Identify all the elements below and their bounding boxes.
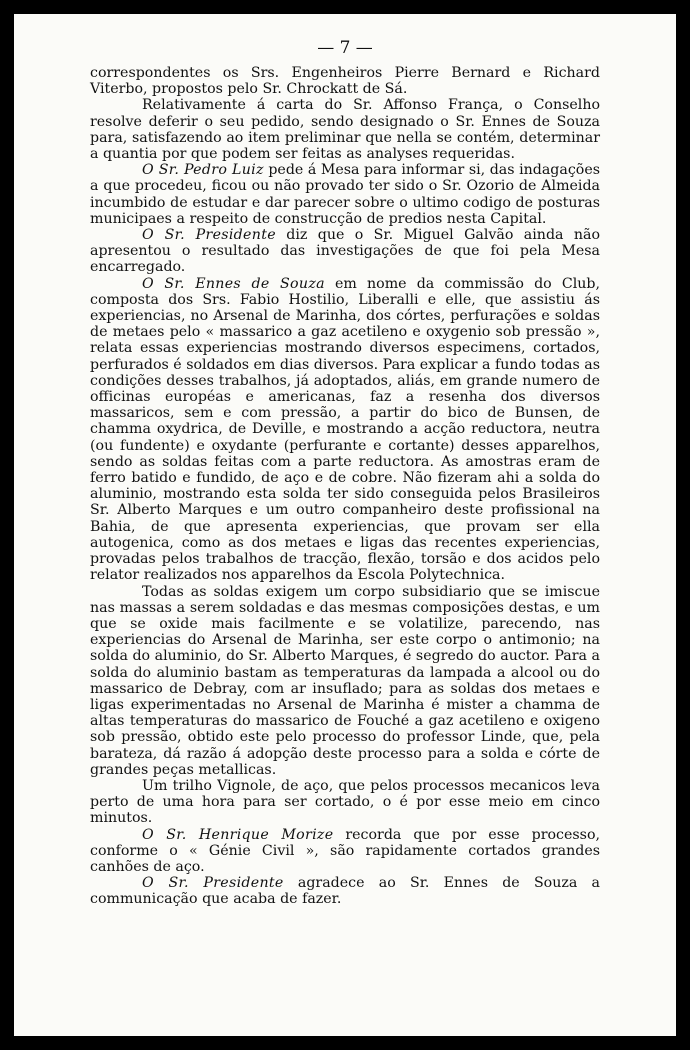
speaker-name: O Sr. Presidente: [142, 227, 276, 244]
speaker-name: O Sr. Ennes de Souza: [142, 275, 325, 292]
paragraph: [90, 97, 600, 162]
paragraph-text: agradece ao Sr. Ennes de Souza a communicação que acaba de fazer.: [90, 875, 600, 908]
page-number: — 7 —: [317, 38, 373, 58]
speaker-name: O Sr. Pedro Luiz: [142, 162, 264, 179]
paragraph-text: recorda que por esse processo, conforme o « Génie Civil », são rapidamente cortados grandes canhões de aço.: [90, 826, 600, 875]
document-page: [14, 14, 676, 1036]
paragraph: [90, 276, 600, 584]
paragraph-text: Um trilho Vignole, de aço, que pelos processos mecanicos leva perto de uma hora para ser cortado, o é por esse meio em cinco minutos.: [90, 777, 600, 827]
paragraph: [90, 875, 600, 907]
paragraph: [90, 827, 600, 876]
paragraph-text: Relativamente á carta do Sr. Affonso França, o Conselho resolve deferir o seu pedido, sendo designado o Sr. Ennes de Souza para, satisfazendo ao item preliminar que nella se contém, determinar a quantia por que podem ser feitas as analyses requeridas.: [90, 97, 600, 163]
paragraph: [90, 162, 600, 227]
paragraph-text: Todas as soldas exigem um corpo subsidiario que se imiscue nas massas a serem soldadas e das mesmas composições destas, e um que se oxide mais facilmente e se volatilize, parecendo, nas experiencias do Arsenal de Marinha, ser este corpo o antimonio; na solda do aluminio, do Sr. Alberto Marques, é segredo do auctor. Para a solda do aluminio bastam as temperaturas da lampada a alcool ou do massarico de Debray, com ar insuflado; para as soldas dos metaes e ligas experimentadas no Arsenal de Marinha é mister a chamma de altas temperaturas do massarico de Fouché a gaz acetileno e oxigeno sob pressão, obtido este pelo processo do professor Linde, que, pela barateza, dá razão á adopção deste processo para a solda e córte de grandes peças metallicas.: [90, 583, 600, 778]
paragraph: [90, 778, 600, 827]
paragraph-text: diz que o Sr. Miguel Galvão ainda não apresentou o resultado das investigações de que foi pela Mesa encarregado.: [90, 227, 600, 276]
paragraph: [90, 584, 600, 778]
paragraph-text: em nome da commissão do Club, composta dos Srs. Fabio Hostilio, Liberalli e elle, que assistiu ás experiencias, no Arsenal de Marinha, dos córtes, perfurações e soldas de metaes pelo « massarico a gaz acetileno e oxygenio sob pressão », relata essas experiencias mostrando diversos especimens, cortados, perfurados é soldados em dias diversos. Para explicar a fundo todas as condições desses trabalhos, já adoptados, aliás, em grande numero de officinas européas e americanas, faz a resenha dos diversos massaricos, sem e com pressão, a partir do bico de Bunsen, de chamma oxydrica, de Deville, e mostrando a acção reductora, neutra (ou fundente) e oxydante (perfurante e cortante) desses apparelhos, sendo as soldas feitas com a parte reductora. As amostras eram de ferro batido e fundido, de aço e de cobre. Não fizeram ahi a solda do aluminio, mostrando esta solda ter sido conseguida pelos Brasileiros Sr. Alberto Marques e um outro companheiro deste profissional na Bahia, de que apresenta experiencias, que provam ser ella autogenica, como as dos metaes e ligas das recentes experiencias, provadas pelos trabalhos de tracção, flexão, torsão e dos acidos pelo relator realizados nos apparelhos da Escola Polytechnica.: [90, 275, 600, 584]
minutes-text: [90, 65, 600, 908]
speaker-name: O Sr. Henrique Morize: [142, 826, 334, 843]
paragraph-text: pede á Mesa para informar si, das indagações a que procedeu, ficou ou não provado ter sido o Sr. Ozorio de Almeida incumbido de estudar e dar parecer sobre o ultimo codigo de posturas municipaes a respeito de construcção de predios nesta Capital.: [90, 162, 600, 227]
paragraph: [90, 227, 600, 276]
paragraph-text: correspondentes os Srs. Engenheiros Pierre Bernard e Richard Viterbo, propostos pelo Sr. Chrockatt de Sá.: [90, 65, 600, 98]
speaker-name: O Sr. Presidente: [142, 875, 284, 892]
paragraph: [90, 65, 600, 97]
